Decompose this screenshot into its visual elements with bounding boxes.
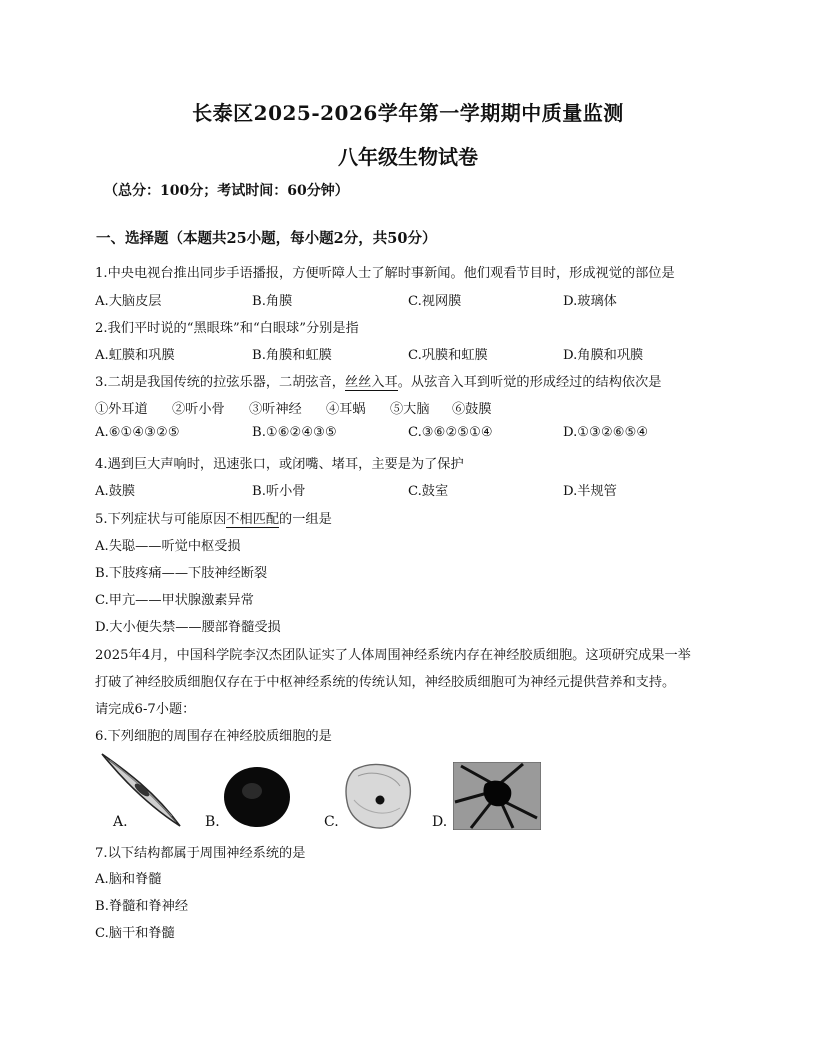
- exam-title: 长泰区2025-2026学年第一学期期中质量监测: [192, 101, 624, 125]
- exam-meta: （总分：100分；考试时间：60分钟）: [104, 183, 349, 199]
- cell-image-d: [453, 762, 541, 830]
- passage-line-2: 打破了神经胶质细胞仅存在于中枢神经系统的传统认知，神经胶质细胞可为神经元提供营养和支持。: [95, 675, 676, 690]
- cell-image-b: [222, 765, 292, 829]
- q7-stem: 7.以下结构都属于周围神经系统的是: [95, 846, 306, 861]
- q2-option-a: A.虹膜和巩膜: [95, 348, 175, 363]
- q1-stem: 1.中央电视台推出同步手语播报，方便听障人士了解时事新闻。他们观看节目时，形成视觉的部位是: [95, 266, 675, 281]
- cell-image-c: [342, 760, 414, 832]
- q7-option-a: A.脑和脊髓: [95, 872, 162, 887]
- q4-option-a: A.鼓膜: [95, 484, 136, 499]
- q5-stem-part-a: 5.下列症状与可能原因: [95, 512, 227, 527]
- cell-label-d: D.: [432, 814, 448, 830]
- q5-option-b: B.下肢疼痛——下肢神经断裂: [95, 566, 268, 581]
- q3-part-4: ④耳蜗: [326, 402, 366, 417]
- q5-option-d: D.大小便失禁——腰部脊髓受损: [95, 620, 281, 635]
- q1-option-c: C.视网膜: [408, 294, 462, 309]
- q3-part-2: ②听小骨: [172, 402, 225, 417]
- q5-stem-part-b: 的一组是: [279, 512, 332, 527]
- q1-option-a: A.大脑皮层: [95, 294, 162, 309]
- q3-option-d: D.①③②⑥⑤④: [563, 425, 649, 440]
- q4-stem: 4.遇到巨大声响时，迅速张口，或闭嘴、堵耳，主要是为了保护: [95, 457, 464, 472]
- q4-option-b: B.听小骨: [252, 484, 306, 499]
- q2-option-b: B.角膜和虹膜: [252, 348, 332, 363]
- q4-option-c: C.鼓室: [408, 484, 449, 499]
- q3-part-6: ⑥鼓膜: [452, 402, 492, 417]
- q3-part-5: ⑤大脑: [390, 402, 430, 417]
- passage-line-1: 2025年4月，中国科学院李汉杰团队证实了人体周围神经系统内存在神经胶质细胞。这项研究成果一举: [95, 648, 691, 663]
- q3-stem-part-a: 3.二胡是我国传统的拉弦乐器，二胡弦音，: [95, 375, 345, 390]
- cell-label-c: C.: [324, 814, 339, 830]
- passage-line-3: 请完成6-7小题：: [95, 702, 196, 717]
- q3-option-c: C.③⑥②⑤①④: [408, 425, 493, 440]
- q3-stem-underlined: 丝丝入耳: [344, 375, 398, 390]
- q6-stem: 6.下列细胞的周围存在神经胶质细胞的是: [95, 729, 332, 744]
- q1-option-b: B.角膜: [252, 294, 293, 309]
- cell-label-a: A.: [113, 814, 128, 830]
- q3-stem: [95, 371, 661, 390]
- q5-option-c: C.甲亢——甲状腺激素异常: [95, 593, 254, 608]
- q5-stem-underlined: 不相匹配: [226, 512, 280, 527]
- q3-part-3: ③听神经: [249, 402, 302, 417]
- q2-stem: 2.我们平时说的“黑眼珠”和“白眼球”分别是指: [95, 321, 359, 336]
- q5-option-a: A.失聪——听觉中枢受损: [95, 539, 241, 554]
- q5-stem: [95, 508, 332, 527]
- q3-option-a: A.⑥①④③②⑤: [95, 425, 180, 440]
- q1-option-d: D.玻璃体: [563, 294, 617, 309]
- q7-option-b: B.脊髓和脊神经: [95, 899, 189, 914]
- q3-part-1: ①外耳道: [95, 402, 148, 417]
- q3-stem-part-b: 。从弦音入耳到听觉的形成经过的结构依次是: [397, 375, 662, 390]
- section-heading: 一、选择题（本题共25小题，每小题2分，共50分）: [96, 230, 437, 247]
- q4-option-d: D.半规管: [563, 484, 617, 499]
- q2-option-d: D.角膜和巩膜: [563, 348, 644, 363]
- q7-option-c: C.脑干和脊髓: [95, 926, 175, 941]
- q2-option-c: C.巩膜和虹膜: [408, 348, 488, 363]
- cell-label-b: B.: [205, 814, 220, 830]
- exam-subtitle: 八年级生物试卷: [338, 145, 478, 169]
- q3-option-b: B.①⑥②④③⑤: [252, 425, 337, 440]
